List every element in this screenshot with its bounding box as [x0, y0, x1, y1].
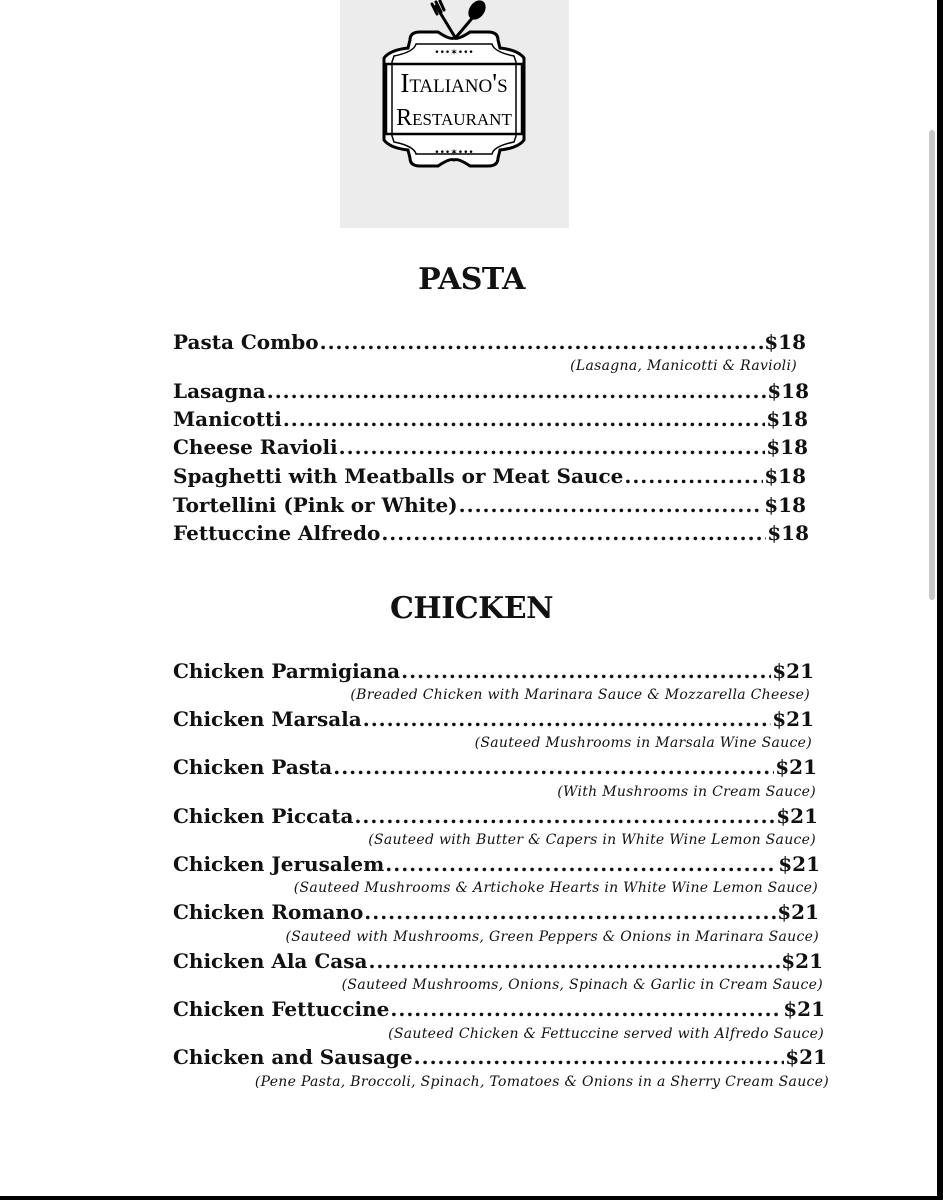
dot-leader — [401, 661, 771, 681]
scrollbar-thumb[interactable] — [929, 130, 935, 600]
item-price: $18 — [764, 330, 806, 354]
item-name: Chicken Romano — [173, 900, 364, 924]
menu-item — [173, 757, 817, 777]
item-description: (Sauteed Mushrooms in Marsala Wine Sauce) — [474, 735, 812, 751]
item-description: (Sauteed Chicken & Fettuccine served with Alfredo Sauce) — [388, 1026, 824, 1042]
item-name: Chicken Pasta — [173, 755, 333, 779]
item-price: $21 — [772, 659, 814, 683]
logo-line-2: Restaurant — [396, 105, 512, 131]
dot-leader — [267, 381, 767, 401]
window-edge-right — [937, 0, 943, 1200]
menu-item — [173, 332, 806, 352]
dot-leader — [390, 999, 782, 1019]
restaurant-logo — [340, 0, 569, 228]
item-name: Chicken Ala Casa — [173, 949, 368, 973]
item-price: $18 — [766, 435, 808, 459]
item-price: $18 — [764, 493, 806, 517]
item-description: (Lasagna, Manicotti & Ravioli) — [570, 358, 797, 374]
item-name: Lasagna — [173, 379, 266, 403]
menu-item — [173, 381, 809, 401]
logo-emblem — [340, 0, 569, 228]
item-description: (Sauteed Mushrooms, Onions, Spinach & Garlic in Cream Sauce) — [341, 977, 823, 993]
item-price: $21 — [781, 949, 823, 973]
dot-leader — [354, 806, 775, 826]
item-name: Chicken Parmigiana — [173, 659, 401, 683]
logo-line-1: Italiano's — [400, 68, 508, 98]
window-edge-bottom — [0, 1196, 943, 1200]
item-price: $21 — [775, 755, 817, 779]
menu-item — [173, 854, 820, 874]
item-price: $21 — [778, 852, 820, 876]
dot-leader — [364, 902, 776, 922]
svg-text:•••✶•••: •••✶••• — [434, 48, 474, 58]
item-name: Tortellini (Pink or White) — [173, 493, 458, 517]
item-description: (Sauteed with Butter & Capers in White Wine Lemon Sauce) — [368, 832, 816, 848]
item-price: $21 — [783, 997, 825, 1021]
item-price: $18 — [766, 407, 808, 431]
menu-item — [173, 661, 814, 681]
menu-item — [173, 951, 823, 971]
menu-item — [173, 806, 818, 826]
item-name: Chicken Fettuccine — [173, 997, 390, 1021]
menu-item — [173, 409, 808, 429]
menu-item — [173, 523, 809, 543]
menu-item — [173, 1047, 827, 1067]
dot-leader — [459, 495, 764, 515]
item-name: Chicken and Sausage — [173, 1045, 413, 1069]
dot-leader — [368, 951, 780, 971]
item-price: $21 — [785, 1045, 827, 1069]
dot-leader — [333, 757, 774, 777]
item-name: Chicken Piccata — [173, 804, 354, 828]
menu-item — [173, 466, 806, 486]
item-price: $18 — [764, 464, 806, 488]
dot-leader — [339, 437, 766, 457]
menu-item — [173, 437, 808, 457]
item-name: Manicotti — [173, 407, 282, 431]
item-price: $21 — [776, 804, 818, 828]
item-description: (Sauteed with Mushrooms, Green Peppers & Onions in Marinara Sauce) — [285, 929, 819, 945]
item-price: $18 — [767, 379, 809, 403]
menu-item — [173, 495, 806, 515]
item-price: $18 — [767, 521, 809, 545]
dot-leader — [363, 709, 772, 729]
item-description: (Sauteed Mushrooms & Artichoke Hearts in White Wine Lemon Sauce) — [293, 880, 818, 896]
item-name: Chicken Jerusalem — [173, 852, 385, 876]
menu-item — [173, 902, 819, 922]
item-description: (Breaded Chicken with Marinara Sauce & Mozzarella Cheese) — [350, 687, 810, 703]
dot-leader — [381, 523, 766, 543]
item-name: Cheese Ravioli — [173, 435, 338, 459]
dot-leader — [283, 409, 765, 429]
menu-item — [173, 999, 825, 1019]
menu-item — [173, 709, 814, 729]
dot-leader — [624, 466, 763, 486]
item-name: Pasta Combo — [173, 330, 319, 354]
dot-leader — [414, 1047, 785, 1067]
item-price: $21 — [777, 900, 819, 924]
item-name: Chicken Marsala — [173, 707, 362, 731]
dot-leader — [385, 854, 777, 874]
svg-text:•••✶•••: •••✶••• — [434, 148, 474, 158]
item-description: (With Mushrooms in Cream Sauce) — [557, 784, 816, 800]
item-name: Spaghetti with Meatballs or Meat Sauce — [173, 464, 624, 488]
dot-leader — [320, 332, 764, 352]
section-title-pasta: PASTA — [418, 262, 525, 297]
item-description: (Pene Pasta, Broccoli, Spinach, Tomatoes & Onions in a Sherry Cream Sauce) — [254, 1074, 829, 1090]
item-name: Fettuccine Alfredo — [173, 521, 381, 545]
item-price: $21 — [772, 707, 814, 731]
section-title-chicken: CHICKEN — [390, 591, 553, 626]
